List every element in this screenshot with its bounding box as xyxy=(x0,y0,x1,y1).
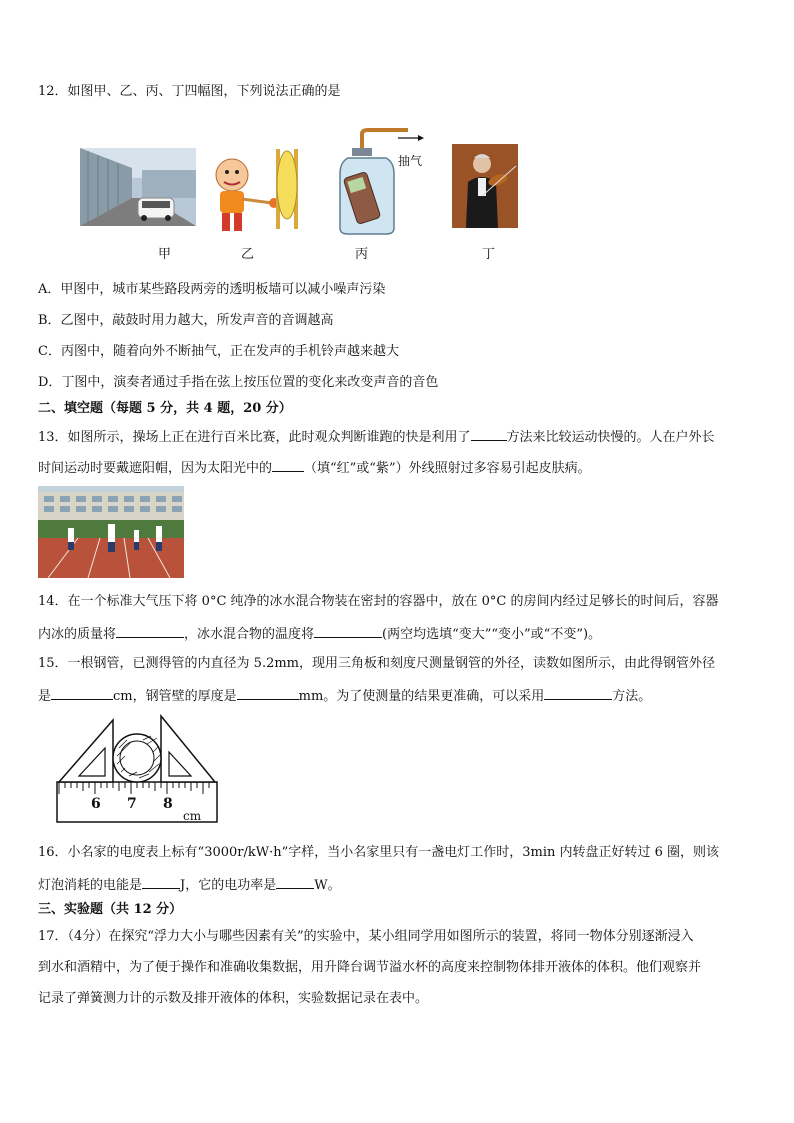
section-title-fill-in: 二、填空题（每题 5 分，共 4 题，20 分） xyxy=(38,401,292,416)
q17-line1: 17．（4分）在探究“浮力大小与哪些因素有关”的实验中，某小组同学用如图所示的装置，将同一物体分别逐渐浸入 xyxy=(38,929,694,944)
q14-blank-1[interactable] xyxy=(116,625,184,638)
q15-blank-2[interactable] xyxy=(237,687,299,700)
figure-bing-bell-jar xyxy=(330,128,430,238)
q17-line3: 记录了弹簧测力计的示数及排开液体的体积，实验数据记录在表中。 xyxy=(38,991,429,1006)
caption-yi: 乙 xyxy=(241,247,255,262)
q14-blank-2[interactable] xyxy=(314,625,382,638)
caption-bing: 丙 xyxy=(355,247,369,262)
q15-blank-3[interactable] xyxy=(544,687,612,700)
q16-line1: 16．小名家的电度表上标有“3000r/kW·h”字样，当小名家里只有一盏电灯工作时，3min 内转盘正好转过 6 圈，则该 xyxy=(38,845,720,860)
figure-jia-road-barrier xyxy=(80,148,196,226)
q14-line2: 内冰的质量将 ，冰水混合物的温度将 (两空均选填“变大”“变小”或“不变”)。 xyxy=(38,627,602,642)
figure-yi-drum xyxy=(210,145,306,235)
q12-stem: 12．如图甲、乙、丙、丁四幅图，下列说法正确的是 xyxy=(38,84,341,99)
q13-blank-2[interactable] xyxy=(272,459,304,472)
q12-option-a: A．甲图中，城市某些路段两旁的透明板墙可以减小噪声污染 xyxy=(38,282,386,297)
q15-line2: 是 cm，钢管壁的厚度是 mm。为了使测量的结果更准确，可以采用 方法。 xyxy=(38,689,652,704)
caption-jia: 甲 xyxy=(158,247,172,262)
q15-blank-1[interactable] xyxy=(51,687,113,700)
caption-ding: 丁 xyxy=(482,247,496,262)
ruler-tick-6: 6 xyxy=(91,796,101,812)
q16-line2: 灯泡消耗的电能是 J，它的电功率是 W。 xyxy=(38,878,341,893)
q13-blank-1[interactable] xyxy=(471,428,507,441)
ruler-unit: cm xyxy=(183,809,202,823)
q15-line1: 15．一根钢管，已测得管的内直径为 5.2mm，现用三角板和刻度尺测量钢管的外径，读数如图所示，由此得钢管外径 xyxy=(38,656,716,671)
q13-line2: 时间运动时要戴遮阳帽，因为太阳光中的 （填“红”或“紫”）外线照射过多容易引起皮肤病。 xyxy=(38,461,591,476)
q17-line2: 到水和酒精中，为了便于操作和准确收集数据，用升降台调节溢水杯的高度来控制物体排开液体的体积。他们观察并 xyxy=(38,960,702,975)
section-title-experiment: 三、实验题（共 12 分） xyxy=(38,902,183,917)
pump-label: 抽气 xyxy=(398,154,423,168)
q13-line1: 13．如图所示，操场上正在进行百米比赛，此时观众判断谁跑的快是利用了 方法来比较运动快慢的。人在户外长 xyxy=(38,430,715,445)
figure-ding-violinist xyxy=(452,144,518,228)
figure-running-track xyxy=(38,486,184,578)
q16-blank-1[interactable] xyxy=(142,876,180,889)
figure-ruler-pipe xyxy=(55,712,220,828)
ruler-tick-8: 8 xyxy=(163,796,173,812)
q14-line1: 14．在一个标准大气压下将 0°C 纯净的冰水混合物装在密封的容器中，放在 0°C 的房间内经过足够长的时间后，容器 xyxy=(38,594,719,609)
q12-option-d: D．丁图中，演奏者通过手指在弦上按压位置的变化来改变声音的音色 xyxy=(38,375,439,390)
ruler-tick-7: 7 xyxy=(127,796,137,812)
q12-option-b: B．乙图中，敲鼓时用力越大，所发声音的音调越高 xyxy=(38,313,334,328)
q12-option-c: C．丙图中，随着向外不断抽气，正在发声的手机铃声越来越大 xyxy=(38,344,399,359)
q16-blank-2[interactable] xyxy=(276,876,314,889)
